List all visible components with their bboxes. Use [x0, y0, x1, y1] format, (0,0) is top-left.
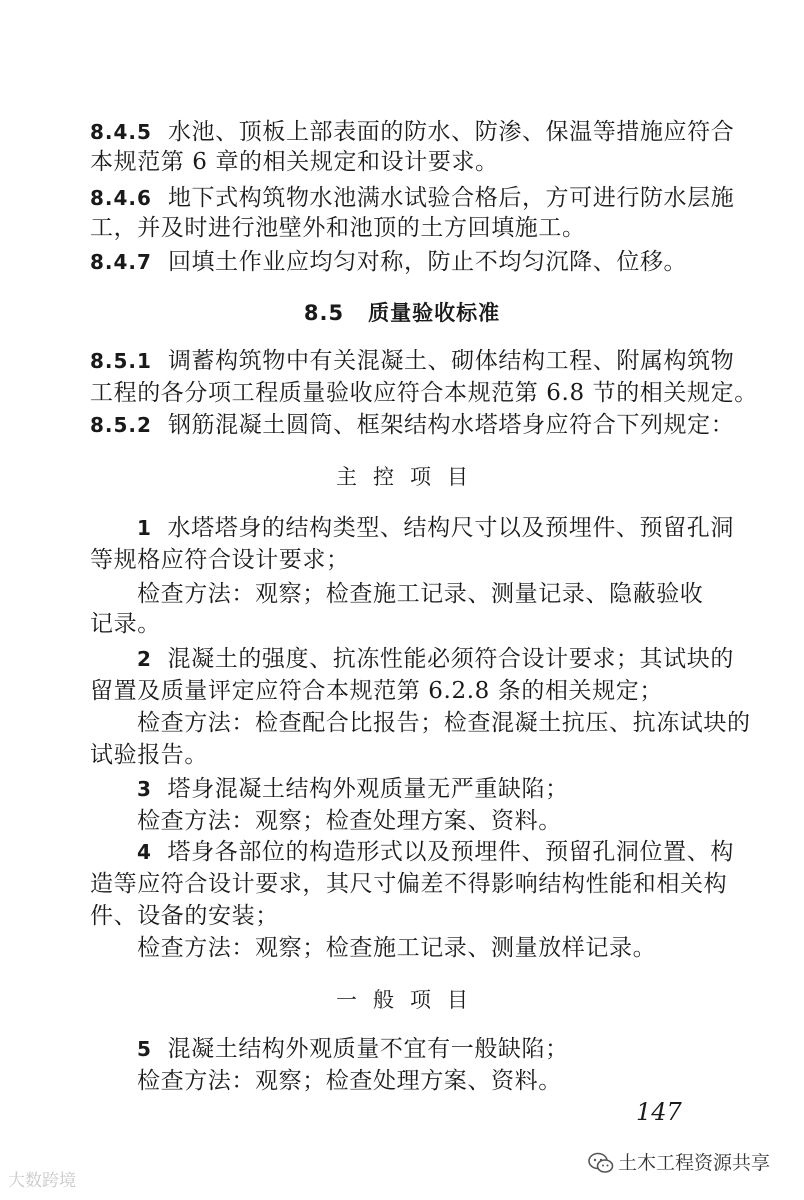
item-1-check-line-1: 检查方法：观察；检查施工记录、测量记录、隐蔽验收 — [137, 581, 704, 607]
clause-8-4-5-line-2: 本规范第 6 章的相关规定和设计要求。 — [90, 149, 499, 175]
clause-8-5-2-line-1: 8.5.2 钢筋混凝土圆筒、框架结构水塔塔身应符合下列规定： — [90, 412, 735, 438]
item-2-line-1: 2 混凝土的强度、抗冻性能必须符合设计要求；其试块的 — [137, 646, 734, 672]
item-4-line-3: 件、设备的安装； — [90, 903, 279, 929]
clause-8-4-6-line-1: 8.4.6 地下式构筑物水池满水试验合格后，方可进行防水层施 — [90, 185, 735, 211]
wechat-icon — [588, 1152, 614, 1174]
watermark-right — [588, 1150, 770, 1176]
item-4-line-2: 造等应符合设计要求，其尺寸偏差不得影响结构性能和相关构 — [90, 871, 728, 897]
subhead-main-control: 主控项目 — [336, 465, 484, 489]
item-2-line-2: 留置及质量评定应符合本规范第 6.2.8 条的相关规定； — [90, 678, 663, 704]
clause-8-4-6-line-2: 工，并及时进行池壁外和池顶的土方回填施工。 — [90, 215, 586, 241]
item-4-check-line: 检查方法：观察；检查施工记录、测量放样记录。 — [137, 935, 657, 961]
clause-8-5-1-line-1: 8.5.1 调蓄构筑物中有关混凝土、砌体结构工程、附属构筑物 — [90, 348, 735, 374]
item-2-check-line-2: 试验报告。 — [90, 742, 208, 768]
item-1-line-1: 1 水塔塔身的结构类型、结构尺寸以及预埋件、预留孔洞 — [137, 515, 734, 541]
item-3-check-line: 检查方法：观察；检查处理方案、资料。 — [137, 808, 562, 834]
section-heading: 8.5 质量验收标准 — [303, 301, 501, 325]
clause-8-4-7-line-1: 8.4.7 回填土作业应均匀对称，防止不均匀沉降、位移。 — [90, 249, 688, 275]
item-1-line-2: 等规格应符合设计要求； — [90, 547, 350, 573]
item-3-line-1: 3 塔身混凝土结构外观质量无严重缺陷； — [137, 776, 569, 802]
item-4-line-1: 4 塔身各部位的构造形式以及预埋件、预留孔洞位置、构 — [137, 839, 734, 865]
item-5-check-line: 检查方法：观察；检查处理方案、资料。 — [137, 1068, 562, 1094]
clause-8-4-5-line-1: 8.4.5 水池、顶板上部表面的防水、防渗、保温等措施应符合 — [90, 119, 735, 145]
item-2-check-line-1: 检查方法：检查配合比报告；检查混凝土抗压、抗冻试块的 — [137, 710, 751, 736]
item-5-line-1: 5 混凝土结构外观质量不宜有一般缺陷； — [137, 1036, 569, 1062]
watermark-left: 大数跨境 — [8, 1171, 76, 1191]
subhead-general: 一般项目 — [336, 988, 484, 1012]
clause-8-5-1-line-2: 工程的各分项工程质量验收应符合本规范第 6.8 节的相关规定。 — [90, 380, 758, 406]
watermark-right-text: 土木工程资源共享 — [618, 1152, 771, 1174]
item-1-check-line-2: 记录。 — [90, 611, 161, 637]
page-number: 147 — [636, 1098, 682, 1126]
